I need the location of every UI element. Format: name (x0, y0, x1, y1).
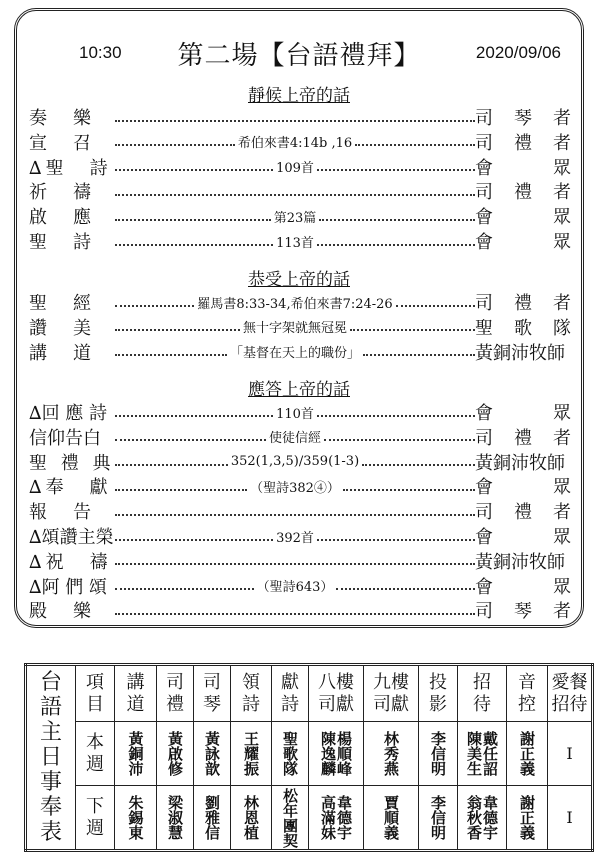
roster-column-header: 愛餐 招待 (548, 665, 593, 722)
service-item (29, 451, 571, 473)
roster-cell: I (548, 722, 593, 786)
service-item-content: 110首 (276, 406, 314, 422)
performer-char: 者 (553, 293, 571, 314)
service-item-name: ∆聖 詩 (29, 157, 112, 179)
performer-char: 者 (553, 427, 571, 449)
service-item-name: ∆頌讚主榮 (29, 527, 114, 548)
performer-char: 司 (475, 182, 493, 204)
dot-leader (115, 131, 475, 153)
performer-char: 眾 (553, 157, 571, 179)
service-header (17, 35, 581, 71)
performer-char: 眾 (553, 576, 571, 598)
performer-char: 司 (475, 132, 493, 154)
service-item-performer (475, 597, 571, 623)
dot-leader (115, 180, 475, 202)
service-item-name: ∆回 應 詩 (29, 403, 108, 424)
performer-char: 司 (475, 293, 493, 314)
roster-column-header: 招 待 (458, 665, 507, 722)
roster-cell: 林秀燕 (364, 722, 419, 786)
item-label: 項 目 (86, 671, 104, 715)
service-item-content: 352(1,3,5)/359(1-3) (230, 454, 360, 470)
week-label-this (76, 722, 115, 786)
service-item-name: 聖 禮 典 (29, 452, 115, 474)
service-item-name: ∆祝 禱 (29, 551, 112, 573)
service-item-name: 讚 美 (29, 317, 95, 339)
service-item-content: 希伯來書4:14b ,16 (237, 136, 353, 152)
dot-leader (115, 230, 475, 252)
service-date: 2020/09/06 (475, 43, 561, 62)
roster-cell: 梁淑慧 (157, 786, 194, 851)
service-item-content: 使徒信經 (269, 431, 322, 447)
service-item-name: 報 告 (29, 502, 95, 524)
roster-cell: 賈順義 (364, 786, 419, 851)
performer-char: 禮 (514, 132, 532, 154)
service-item-performer (475, 498, 571, 524)
dot-leader (115, 451, 475, 473)
service-item-name: 殿 樂 (29, 601, 95, 623)
roster-cell: 黃詠歆 (194, 722, 231, 786)
service-item-content: （聖詩382④） (250, 480, 340, 496)
service-item-performer (475, 289, 571, 315)
service-item (29, 156, 571, 178)
performer-char: 禮 (514, 427, 532, 449)
roster-column-header: 八樓 司獻 (309, 665, 364, 722)
service-item-performer (475, 573, 571, 599)
roster-cell: 戴任詔 陳美生 (458, 722, 507, 786)
roster-column-header: 講 道 (115, 665, 157, 722)
order-of-service (14, 8, 584, 628)
dot-leader (115, 106, 475, 128)
performer-char: 黃銅沛牧師 (475, 342, 565, 364)
service-item-performer (475, 203, 571, 229)
service-item-content: 109首 (276, 161, 314, 177)
service-item-performer (475, 339, 571, 365)
service-time: 10:30 (79, 43, 122, 62)
roster-row-this-week (26, 722, 593, 786)
service-item-performer (475, 104, 571, 130)
roster-cell: 聖歌隊 (272, 722, 309, 786)
roster-item-header (76, 665, 115, 722)
performer-char: 者 (553, 132, 571, 154)
roster-cell: 楊順峰 陳逸麟 (309, 722, 364, 786)
performer-char: 司 (475, 108, 493, 129)
performer-char: 者 (553, 502, 571, 524)
service-item-performer (475, 523, 571, 549)
performer-char: 司 (475, 601, 493, 623)
service-item (29, 426, 571, 448)
dot-leader (115, 205, 475, 227)
roster-cell: 松年團契 (272, 786, 309, 851)
service-item (29, 291, 571, 313)
service-item (29, 106, 571, 128)
service-item-content: 第23篇 (273, 210, 317, 226)
performer-char: 聖 (475, 317, 493, 339)
performer-char: 眾 (553, 527, 571, 548)
roster-row-next-week (26, 786, 593, 851)
service-item-content: 113首 (276, 235, 314, 251)
week-label-next (76, 786, 115, 851)
service-item (29, 180, 571, 202)
dot-leader (115, 401, 475, 423)
service-item-name: 奏 樂 (29, 108, 95, 129)
service-item-name: 祈 禱 (29, 182, 95, 204)
dot-leader (115, 550, 475, 572)
dot-leader (115, 475, 475, 497)
service-item-name: 信仰告白 (29, 427, 101, 449)
roster-cell: I (548, 786, 593, 851)
service-item (29, 500, 571, 522)
roster-cell: 韋德宇 高滿妹 (309, 786, 364, 851)
section-heading: 恭受上帝的話 (248, 270, 350, 290)
dot-leader (115, 291, 475, 313)
dot-leader (115, 525, 475, 547)
service-item-content: （聖詩643） (256, 580, 334, 596)
roster-column-header: 投 影 (419, 665, 458, 722)
service-item (29, 550, 571, 572)
performer-char: 禮 (514, 293, 532, 314)
performer-char: 會 (475, 477, 493, 499)
dot-leader (115, 426, 475, 448)
section-heading: 靜候上帝的話 (248, 86, 350, 106)
performer-char: 會 (475, 403, 493, 424)
service-item (29, 575, 571, 597)
roster-cell: 李信明 (419, 722, 458, 786)
service-item-performer (475, 178, 571, 204)
service-item-performer (475, 548, 571, 574)
service-item (29, 205, 571, 227)
performer-char: 會 (475, 157, 493, 179)
roster-cell: 林恩植 (231, 786, 272, 851)
performer-char: 黃銅沛牧師 (475, 452, 565, 474)
performer-char: 禮 (514, 502, 532, 524)
duty-roster-table (24, 663, 594, 852)
performer-char: 會 (475, 207, 493, 229)
dot-leader (115, 599, 475, 621)
service-item-performer (475, 129, 571, 155)
service-item (29, 230, 571, 252)
roster-title (26, 665, 76, 851)
performer-char: 琴 (514, 108, 532, 129)
roster-cell: 謝正義 (507, 722, 548, 786)
service-item-name: ∆阿 們 頌 (29, 576, 108, 598)
service-item-performer (475, 314, 571, 340)
roster-column-header: 領 詩 (231, 665, 272, 722)
week-label-text: 本 週 (86, 731, 104, 775)
service-title: 第二場【台語禮拜】 (177, 41, 421, 71)
dot-leader (115, 341, 475, 363)
roster-cell: 謝正義 (507, 786, 548, 851)
service-item-name: 啟 應 (29, 207, 95, 229)
performer-char: 眾 (553, 477, 571, 499)
service-item-performer (475, 228, 571, 254)
roster-title-text: 台 語 主 日 事 奉 表 (39, 670, 62, 845)
service-item-name: 聖 詩 (29, 232, 95, 253)
performer-char: 禮 (514, 182, 532, 204)
performer-char: 會 (475, 576, 493, 598)
service-item-performer (475, 424, 571, 450)
performer-char: 歌 (514, 317, 532, 339)
performer-char: 琴 (514, 601, 532, 623)
section-heading: 應答上帝的話 (248, 380, 350, 400)
roster-cell: 黃銅沛 (115, 722, 157, 786)
dot-leader (115, 575, 475, 597)
performer-char: 眾 (553, 403, 571, 424)
roster-cell: 王耀振 (231, 722, 272, 786)
service-item (29, 475, 571, 497)
service-item-name: 講 道 (29, 342, 95, 364)
roster-cell: 黃啟修 (157, 722, 194, 786)
roster-cell: 朱錫東 (115, 786, 157, 851)
roster-column-header: 音 控 (507, 665, 548, 722)
roster-column-header: 司 琴 (194, 665, 231, 722)
performer-char: 會 (475, 232, 493, 253)
service-item-name: 宣 召 (29, 132, 95, 154)
roster-column-header: 司 禮 (157, 665, 194, 722)
week-label-text: 下 週 (86, 795, 104, 839)
service-item-content: 「基督在天上的職份」 (230, 346, 361, 362)
performer-char: 眾 (553, 232, 571, 253)
dot-leader (115, 156, 475, 178)
service-item-performer (475, 399, 571, 425)
service-item-performer (475, 473, 571, 499)
service-item (29, 401, 571, 423)
roster-column-header: 獻 詩 (272, 665, 309, 722)
performer-char: 者 (553, 182, 571, 204)
performer-char: 黃銅沛牧師 (475, 551, 565, 573)
service-item-performer (475, 449, 571, 475)
service-item (29, 525, 571, 547)
service-item-name: 聖 經 (29, 293, 95, 314)
service-item-name: ∆奉 獻 (29, 477, 112, 499)
service-item-performer (475, 154, 571, 180)
performer-char: 司 (475, 502, 493, 524)
roster-cell: 劉雅信 (194, 786, 231, 851)
performer-char: 者 (553, 108, 571, 129)
performer-char: 者 (553, 601, 571, 623)
roster-cell: 韋德宇 翁秋香 (458, 786, 507, 851)
performer-char: 眾 (553, 207, 571, 229)
dot-leader (115, 316, 475, 338)
service-item-content: 無十字架就無冠冕 (243, 321, 348, 337)
performer-char: 司 (475, 427, 493, 449)
service-item (29, 131, 571, 153)
roster-cell: 李信明 (419, 786, 458, 851)
service-item (29, 599, 571, 621)
service-item (29, 341, 571, 363)
performer-char: 隊 (553, 317, 571, 339)
service-item-content: 羅馬書8:33-34,希伯來書7:24-26 (197, 296, 393, 312)
roster-column-header: 九樓 司獻 (364, 665, 419, 722)
service-item-content: 392首 (276, 530, 314, 546)
performer-char: 會 (475, 527, 493, 548)
service-item (29, 316, 571, 338)
dot-leader (115, 500, 475, 522)
